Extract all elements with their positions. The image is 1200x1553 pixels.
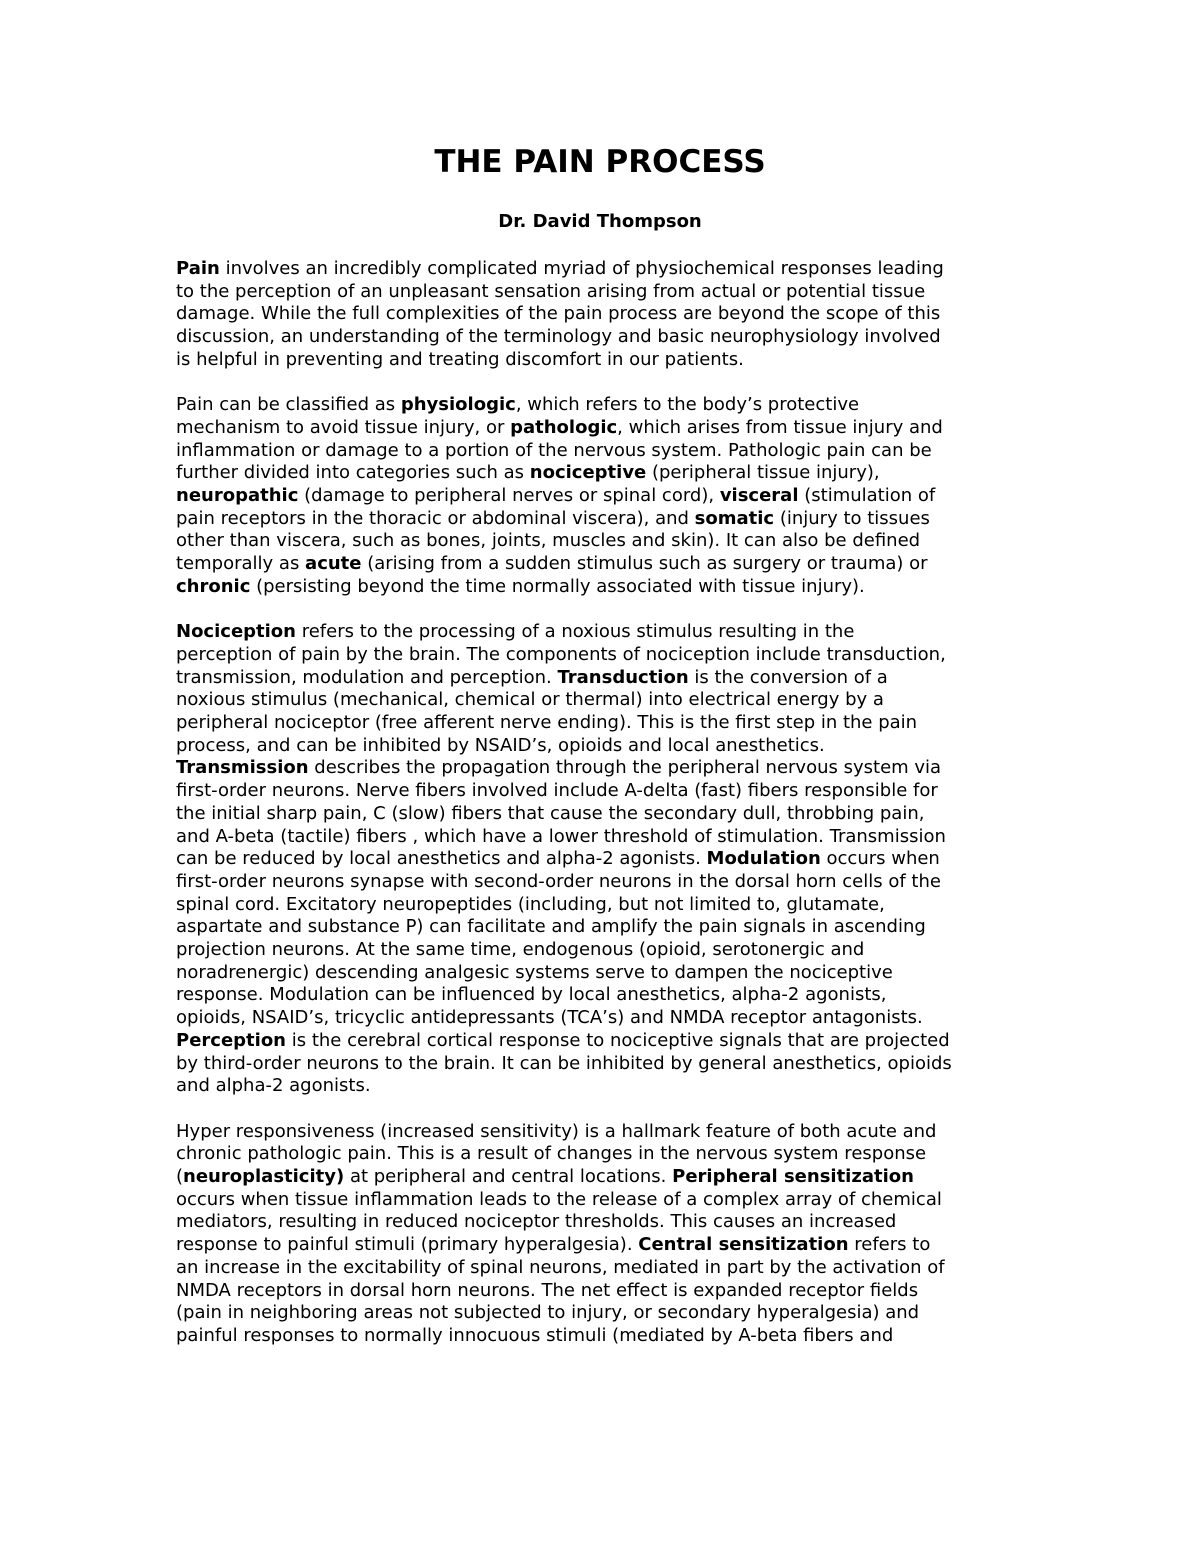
document-title: THE PAIN PROCESS — [434, 144, 766, 180]
text-line — [176, 962, 1036, 985]
text-line — [176, 440, 1036, 463]
bold-term: Transmission — [176, 757, 309, 779]
text-line — [176, 803, 1036, 826]
bold-term: Pain — [176, 258, 220, 279]
text-run: and A-beta (tactile) fibers , which have a lower threshold of stimulation. Transmission — [176, 825, 946, 847]
text-line — [176, 1030, 1036, 1053]
text-run: by third-order neurons to the brain. It can be inhibited by general anesthetics, opioids — [176, 1052, 952, 1074]
text-run: response. Modulation can be influenced by local anesthetics, alpha-2 agonists, — [176, 984, 887, 1006]
paragraph — [176, 258, 1036, 372]
text-line — [176, 1007, 1036, 1030]
text-run: process, and can be inhibited by NSAID’s, opioids and local anesthetics. — [176, 734, 825, 756]
text-run: describes the propagation through the peripheral nervous system via — [308, 757, 942, 779]
text-run: at peripheral and central locations. — [344, 1166, 673, 1188]
text-line — [176, 1302, 1036, 1325]
bold-term: Perception — [176, 1029, 286, 1051]
text-run: opioids, NSAID’s, tricyclic antidepressants (TCA’s) and NMDA receptor antagonists. — [176, 1007, 923, 1029]
text-line — [176, 916, 1036, 939]
text-line — [176, 462, 1036, 485]
text-run: (stimulation of — [798, 485, 936, 507]
text-run: chronic pathologic pain. This is a result of changes in the nervous system response — [176, 1143, 927, 1165]
text-run: mediators, resulting in reduced nociceptor thresholds. This causes an increased — [176, 1211, 897, 1233]
text-line — [176, 326, 1036, 349]
bold-term: pathologic — [510, 416, 618, 438]
text-line — [176, 1280, 1036, 1303]
text-run: peripheral nociceptor (free afferent nerve ending). This is the first step in the pain — [176, 712, 918, 734]
text-run: temporally as — [176, 553, 306, 575]
text-line — [176, 984, 1036, 1007]
text-line — [176, 349, 1036, 372]
text-run: an increase in the excitability of spinal neurons, mediated in part by the activation of — [176, 1256, 945, 1278]
text-run: inflammation or damage to a portion of the nervous system. Pathologic pain can be — [176, 439, 932, 461]
text-line — [176, 1075, 1036, 1098]
text-run: involves an incredibly complicated myriad of physiochemical responses leading — [219, 258, 944, 279]
text-line — [176, 939, 1036, 962]
text-run: and alpha-2 agonists. — [176, 1075, 371, 1097]
text-run: first-order neurons synapse with second-order neurons in the dorsal horn cells of the — [176, 870, 941, 892]
text-run: mechanism to avoid tissue injury, or — [176, 416, 511, 438]
text-line — [176, 303, 1036, 326]
text-run: aspartate and substance P) can facilitate and amplify the pain signals in ascending — [176, 916, 926, 938]
bold-term: nociceptive — [529, 462, 647, 484]
text-run: (damage to peripheral nerves or spinal cord), — [298, 485, 720, 507]
document-author: Dr. David Thompson — [498, 211, 702, 232]
bold-term: Modulation — [706, 848, 821, 870]
bold-term: physiologic — [400, 394, 516, 416]
bold-term: Peripheral sensitization — [672, 1166, 914, 1188]
text-line — [176, 644, 1036, 667]
text-run: NMDA receptors in dorsal horn neurons. The net effect is expanded receptor fields — [176, 1279, 919, 1301]
text-run: the initial sharp pain, C (slow) fibers that cause the secondary dull, throbbing pain, — [176, 802, 925, 824]
text-line — [176, 1234, 1036, 1257]
text-line — [176, 485, 1036, 508]
text-line — [176, 1257, 1036, 1280]
bold-term: acute — [305, 553, 362, 575]
text-line — [176, 1166, 1036, 1189]
text-run: projection neurons. At the same time, endogenous (opioid, serotonergic and — [176, 939, 865, 961]
text-run: ( — [176, 1166, 184, 1188]
text-run: spinal cord. Excitatory neuropeptides (including, but not limited to, glutamate, — [176, 893, 885, 915]
document-body — [176, 258, 1036, 1370]
text-run: , which arises from tissue injury and — [617, 416, 943, 438]
text-run: discussion, an understanding of the terminology and basic neurophysiology involved — [176, 326, 941, 348]
text-line — [176, 1189, 1036, 1212]
text-run: can be reduced by local anesthetics and alpha-2 agonists. — [176, 848, 707, 870]
text-line — [176, 871, 1036, 894]
text-run: response to painful stimuli (primary hyperalgesia). — [176, 1234, 639, 1256]
text-run: pain receptors in the thoracic or abdominal viscera), and — [176, 507, 695, 529]
text-run: is the conversion of a — [688, 666, 888, 688]
text-run: occurs when tissue inflammation leads to the release of a complex array of chemical — [176, 1188, 942, 1210]
text-line — [176, 394, 1036, 417]
text-run: (arising from a sudden stimulus such as surgery or trauma) or — [361, 553, 928, 575]
text-run: refers to the processing of a noxious stimulus resulting in the — [296, 621, 855, 643]
text-line — [176, 1325, 1036, 1348]
text-run: perception of pain by the brain. The components of nociception include transduction, — [176, 643, 946, 665]
text-line — [176, 576, 1036, 599]
text-line — [176, 1143, 1036, 1166]
paragraph — [176, 1121, 1036, 1348]
text-run: (peripheral tissue injury), — [646, 462, 880, 484]
text-line — [176, 417, 1036, 440]
text-line — [176, 826, 1036, 849]
text-run: noxious stimulus (mechanical, chemical or thermal) into electrical energy by a — [176, 689, 884, 711]
text-line — [176, 848, 1036, 871]
text-run: painful responses to normally innocuous stimuli (mediated by A-beta fibers and — [176, 1325, 894, 1346]
text-run: , which refers to the body’s protective — [515, 394, 860, 416]
bold-term: visceral — [719, 485, 799, 507]
text-run: transmission, modulation and perception. — [176, 666, 558, 688]
text-run: Hyper responsiveness (increased sensitivity) is a hallmark feature of both acute and — [176, 1120, 937, 1142]
text-line — [176, 530, 1036, 553]
bold-term: neuropathic — [176, 485, 299, 507]
text-run: is the cerebral cortical response to nociceptive signals that are projected — [286, 1029, 950, 1051]
bold-term: chronic — [176, 575, 251, 597]
text-run: (pain in neighboring areas not subjected to injury, or secondary hyperalgesia) and — [176, 1302, 920, 1324]
text-run: to the perception of an unpleasant sensation arising from actual or potential tissue — [176, 280, 926, 302]
text-line — [176, 508, 1036, 531]
text-run: is helpful in preventing and treating discomfort in our patients. — [176, 348, 744, 370]
text-line — [176, 621, 1036, 644]
text-line — [176, 258, 1036, 281]
bold-term: neuroplasticity) — [183, 1166, 345, 1188]
text-line — [176, 894, 1036, 917]
text-line — [176, 712, 1036, 735]
text-run: refers to — [848, 1234, 931, 1256]
bold-term: Nociception — [176, 621, 296, 643]
text-line — [176, 689, 1036, 712]
text-run: other than viscera, such as bones, joints, muscles and skin). It can also be defined — [176, 530, 921, 552]
text-line — [176, 1211, 1036, 1234]
text-run: (injury to tissues — [774, 507, 930, 529]
bold-term: somatic — [694, 507, 775, 529]
text-line — [176, 1053, 1036, 1076]
text-run: (persisting beyond the time normally associated with tissue injury). — [250, 575, 865, 597]
text-line — [176, 1121, 1036, 1144]
text-line — [176, 281, 1036, 304]
text-run: noradrenergic) descending analgesic systems serve to dampen the nociceptive — [176, 961, 893, 983]
bold-term: Transduction — [557, 666, 689, 688]
paragraph — [176, 621, 1036, 1098]
text-run: occurs when — [820, 848, 940, 870]
text-run: further divided into categories such as — [176, 462, 530, 484]
text-line — [176, 780, 1036, 803]
text-line — [176, 757, 1036, 780]
paragraph — [176, 394, 1036, 598]
text-run: damage. While the full complexities of the pain process are beyond the scope of this — [176, 303, 941, 325]
text-run: first-order neurons. Nerve fibers involved include A-delta (fast) fibers responsible for — [176, 780, 938, 802]
text-run: Pain can be classified as — [176, 394, 401, 416]
bold-term: Central sensitization — [638, 1234, 849, 1256]
text-line — [176, 553, 1036, 576]
text-line — [176, 667, 1036, 690]
text-line — [176, 735, 1036, 758]
